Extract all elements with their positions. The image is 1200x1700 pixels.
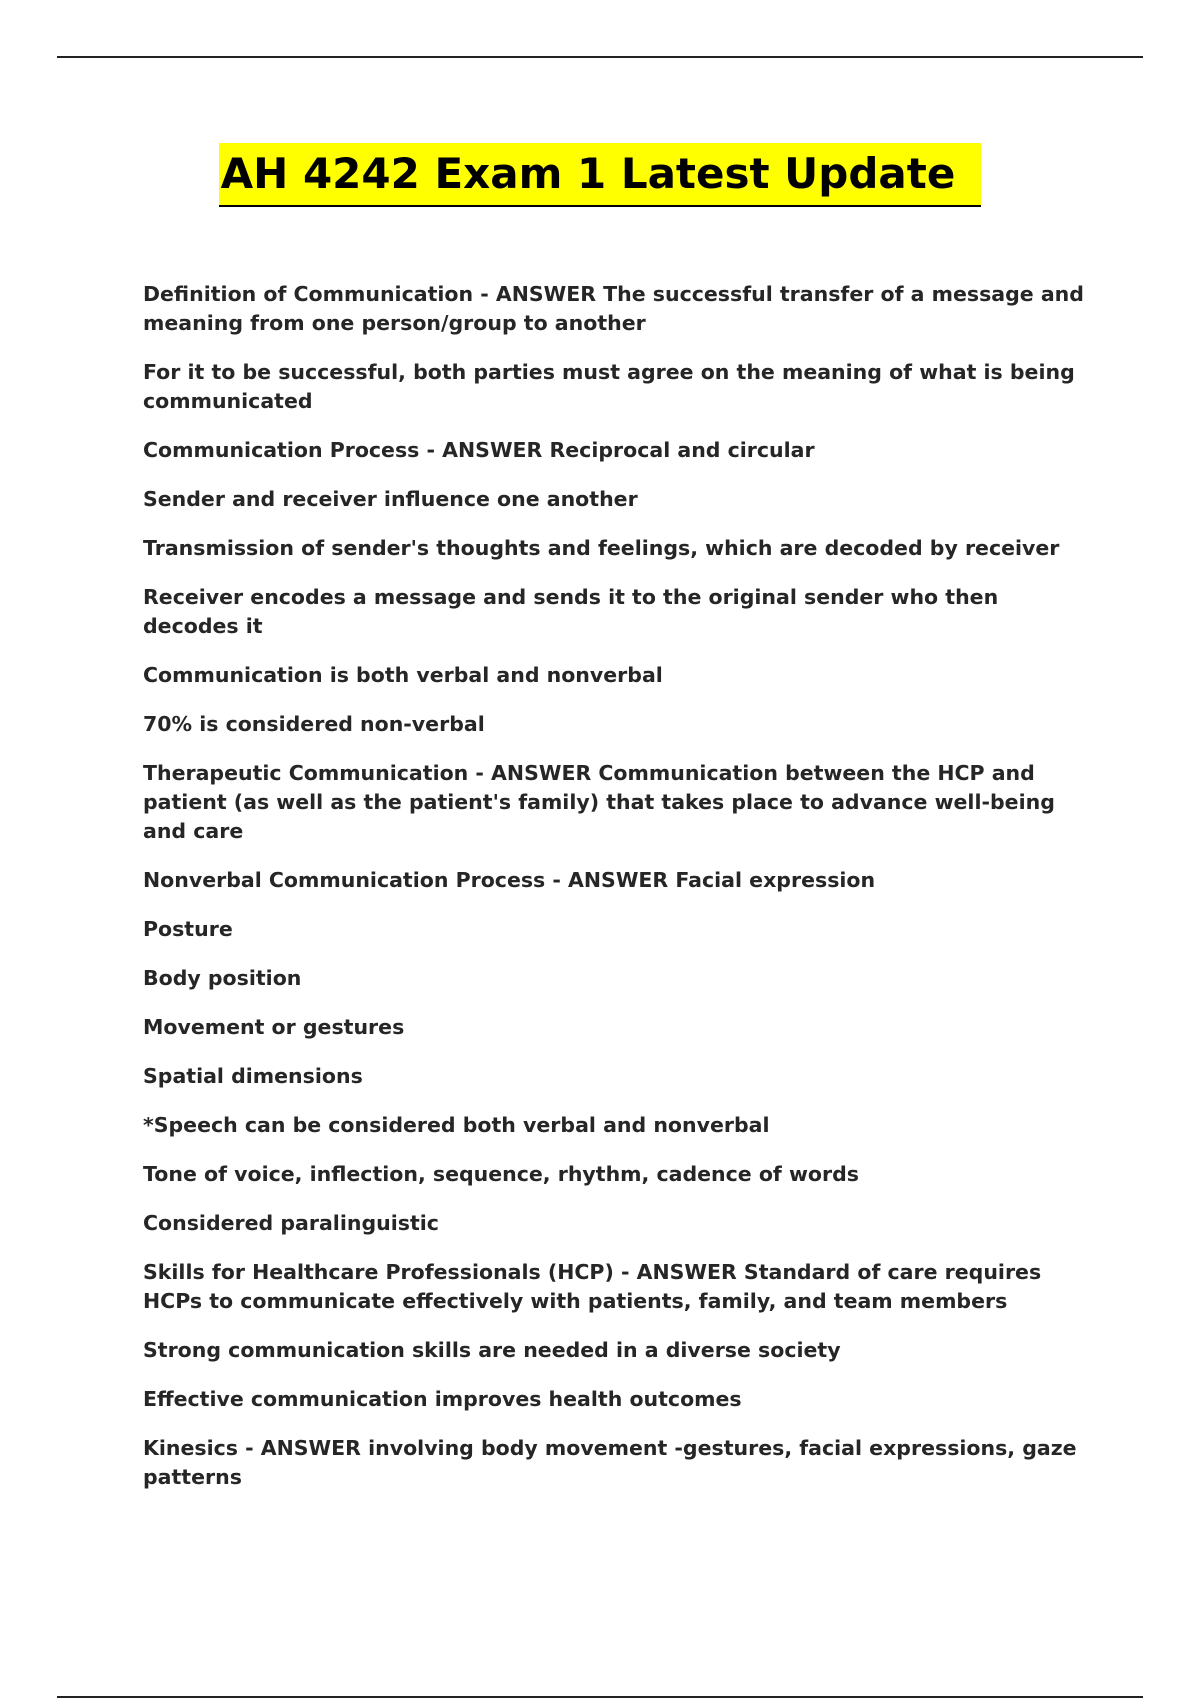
footer-rule	[57, 1696, 1143, 1698]
paragraph: Effective communication improves health outcomes	[143, 1387, 742, 1411]
paragraph: Sender and receiver influence one another	[143, 487, 638, 511]
paragraph: Body position	[143, 966, 302, 990]
paragraph: Communication Process - ANSWER Reciprocal and circular	[143, 438, 815, 462]
paragraph: Considered paralinguistic	[143, 1211, 439, 1235]
paragraph: Spatial dimensions	[143, 1064, 363, 1088]
paragraph: Skills for Healthcare Professionals (HCP) - ANSWER Standard of care requires HCPs to communicate effectively with patients, family, and team members	[143, 1260, 1042, 1313]
paragraph: *Speech can be considered both verbal and nonverbal	[143, 1113, 770, 1137]
document-title: AH 4242 Exam 1 Latest Update	[219, 143, 982, 207]
paragraph: Transmission of sender's thoughts and feelings, which are decoded by receiver	[143, 536, 1060, 560]
paragraph: Communication is both verbal and nonverbal	[143, 663, 663, 687]
title-block	[0, 143, 1200, 207]
header-rule	[57, 56, 1143, 58]
paragraph: For it to be successful, both parties must agree on the meaning of what is being communicated	[143, 360, 1075, 413]
document-body	[143, 280, 1093, 1512]
paragraph: Tone of voice, inflection, sequence, rhythm, cadence of words	[143, 1162, 859, 1186]
paragraph: Strong communication skills are needed in a diverse society	[143, 1338, 841, 1362]
paragraph: Receiver encodes a message and sends it to the original sender who then decodes it	[143, 585, 999, 638]
paragraph: 70% is considered non-verbal	[143, 712, 485, 736]
paragraph: Nonverbal Communication Process - ANSWER Facial expression	[143, 868, 876, 892]
paragraph: Definition of Communication - ANSWER The successful transfer of a message and meaning from one person/group to another	[143, 282, 1084, 335]
paragraph: Posture	[143, 917, 233, 941]
paragraph: Movement or gestures	[143, 1015, 405, 1039]
paragraph: Therapeutic Communication - ANSWER Communication between the HCP and patient (as well as the patient's family) that takes place to advance well-being and care	[143, 761, 1055, 843]
paragraph: Kinesics - ANSWER involving body movement -gestures, facial expressions, gaze patterns	[143, 1436, 1077, 1489]
